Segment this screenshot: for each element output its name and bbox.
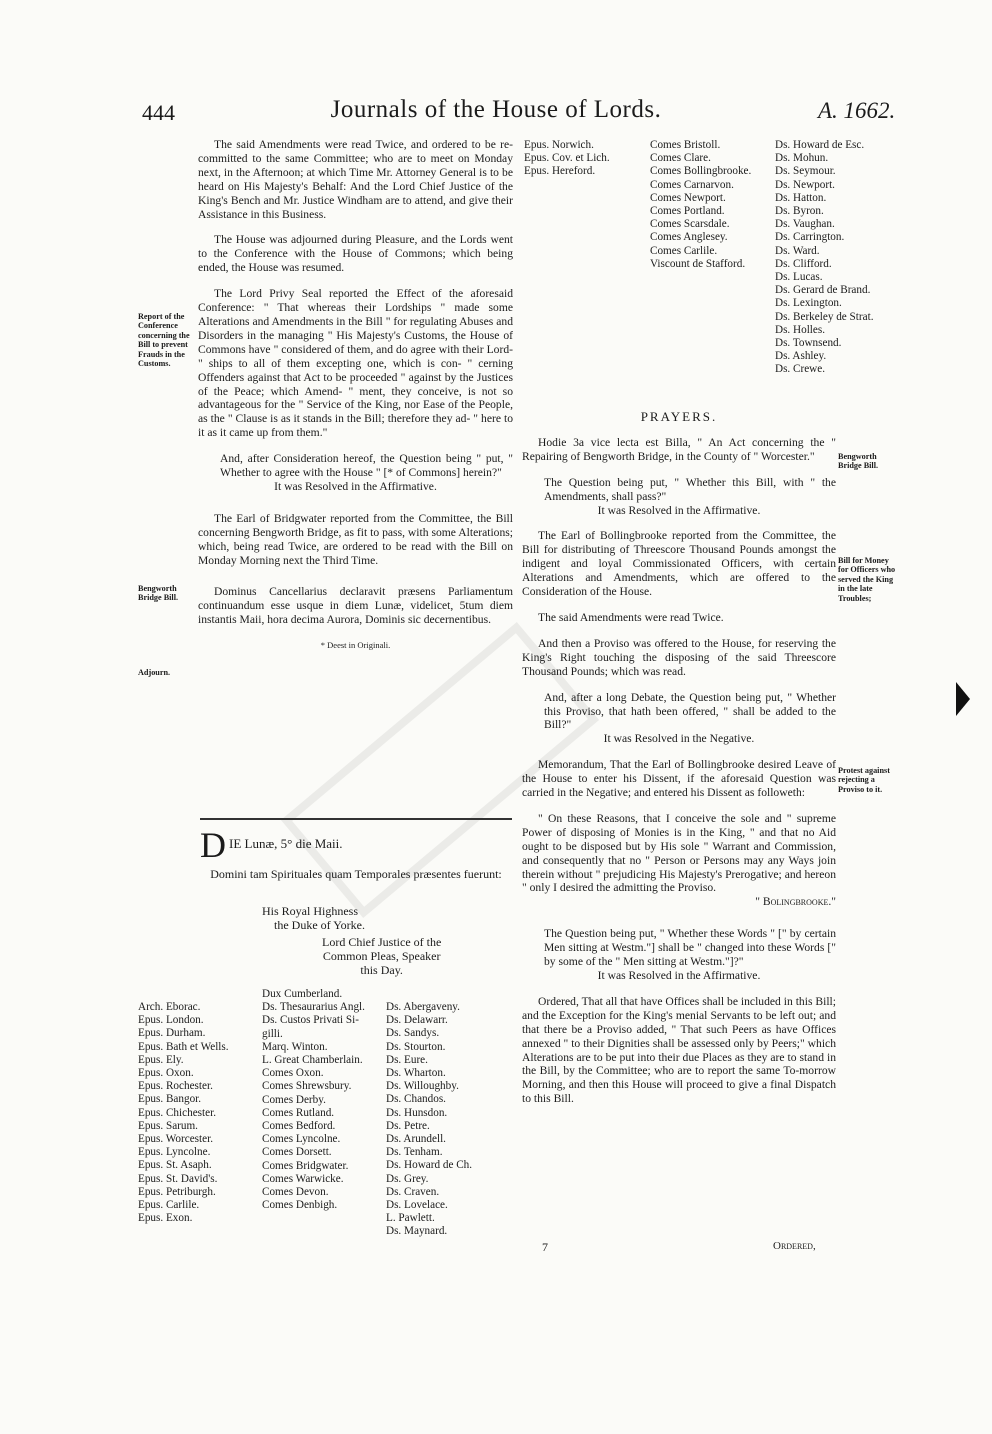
paragraph-resolved: It was Resolved in the Affirmative.: [274, 479, 437, 493]
paragraph-amendments-read: The said Amendments were read Twice.: [538, 610, 724, 624]
speaker-line-3: this Day.: [360, 963, 403, 977]
margin-note-adjourn: Adjourn.: [138, 668, 171, 677]
speaker-line-1: Lord Chief Justice of the: [322, 935, 442, 949]
paragraph-words-question: The Question being put, " Whether these Words " [" by certain Men sitting at Westm."] shall be " changed into these Words [" by some of the " Men sitting at Westm."]?": [544, 927, 836, 969]
list-item: Comes Newport.: [650, 191, 726, 204]
list-item: Ds. Crewe.: [775, 363, 826, 376]
list-item: Epus. St. David's.: [138, 1172, 218, 1185]
footnote: * Deest in Originali.: [320, 640, 391, 651]
list-item: Epus. Chichester.: [138, 1106, 216, 1119]
list-item: Comes Scarsdale.: [650, 218, 730, 231]
list-earls-e: [650, 139, 774, 271]
list-item: Comes Bridgwater.: [262, 1159, 349, 1172]
list-item: Epus. Petriburgh.: [138, 1185, 216, 1198]
list-item: Ds. Ashley.: [775, 350, 827, 363]
list-item: Ds. Grey.: [386, 1172, 429, 1185]
list-item: Ds. Chandos.: [386, 1093, 446, 1106]
footer-signature-number: 7: [542, 1240, 548, 1254]
paragraph-question-pass: The Question being put, " Whether this Bill, with " the Amendments, shall pass?": [544, 475, 836, 503]
margin-note-bengworth: Bengworth Bridge Bill.: [138, 584, 179, 603]
list-item: Comes Carnarvon.: [650, 178, 734, 191]
left-column: [198, 138, 513, 653]
royal-line-2: the Duke of Yorke.: [274, 918, 365, 932]
list-item: Ds. Petre.: [386, 1119, 430, 1132]
list-item: Arch. Eborac.: [138, 1001, 201, 1013]
list-item: Ds. Lucas.: [775, 271, 823, 284]
list-item: Epus. Rochester.: [138, 1080, 213, 1093]
list-item: Viscount de Stafford.: [650, 257, 746, 270]
list-item: Epus. Norwich.: [524, 139, 594, 151]
list-item: gilli.: [262, 1027, 283, 1040]
list-item: Comes Clare.: [650, 152, 711, 165]
list-item: L. Great Chamberlain.: [262, 1054, 363, 1067]
list-item: Ds. Lovelace.: [386, 1199, 448, 1212]
page-number: 444: [142, 100, 175, 125]
list-item: Epus. Worcester.: [138, 1133, 214, 1146]
paragraph-bollingbrooke-report: The Earl of Bollingbrooke reported from the Committee, the Bill for distributing of Threescore Thousand Pounds amongst the indigent and loyal Commissionated Officers, with certain Alterations and Amendments, which are offered to the Consideration of the House.: [522, 529, 836, 599]
page-year: A. 1662.: [818, 98, 896, 123]
present-statement: Domini tam Spirituales quam Temporales præsentes fuerunt:: [210, 867, 502, 881]
list-item: Ds. Sandys.: [386, 1027, 440, 1040]
royal-highness: [262, 904, 365, 932]
paragraph-adjournment-latin: Dominus Cancellarius declaravit præsens Parliamentum continuandum esse usque in diem Lunæ, videlicet, 5tum diem instantis Maii, hora decima Aurora, Dominis sic decernentibus.: [198, 585, 513, 627]
list-barons-f: [775, 139, 905, 377]
list-item: Comes Derby.: [262, 1093, 326, 1106]
list-item: Comes Portland.: [650, 205, 725, 218]
list-item: Ds. Carrington.: [775, 231, 845, 244]
list-item: Epus. Cov. et Lich.: [524, 152, 610, 165]
list-item: Epus. Bangor.: [138, 1093, 202, 1106]
catchword: Ordered,: [773, 1240, 816, 1252]
list-item: Epus. Sarum.: [138, 1119, 198, 1132]
present-block: [200, 868, 512, 882]
speaker-block: [322, 935, 441, 977]
list-temporal-b: [262, 988, 390, 1212]
list-item: Comes Anglesey.: [650, 231, 728, 244]
list-item: Ds. Custos Privati Si-: [262, 1014, 359, 1027]
paragraph-resolved-affirmative-1: It was Resolved in the Affirmative.: [597, 503, 761, 517]
next-page-arrow-icon[interactable]: [956, 682, 970, 716]
list-item: Comes Carlile.: [650, 244, 718, 257]
list-item: Ds. Seymour.: [775, 165, 836, 178]
list-item: Ds. Ward.: [775, 244, 820, 257]
day-heading: [200, 825, 512, 865]
list-item: Comes Bollingbrooke.: [650, 165, 752, 178]
signature-bolingbrooke: " Bolingbrooke.": [755, 895, 836, 909]
paragraph-ordered: Ordered, That all that have Offices shall be included in this Bill; and the Exception for the King's menial Servants to be left out; and that there be a Proviso added, " That such Peers as have Offices annexed " to their Dignities shall be assessed only by Peers;" which Alterations are to be put into their due Places as they are to stand in the Bill, by the Committee; who are to report the same To-morrow Morning, and then this House will proceed to give a final Dispatch to this Bill.: [522, 994, 836, 1106]
list-item: Ds. Gerard de Brand.: [775, 284, 871, 297]
list-item: Ds. Lexington.: [775, 297, 842, 310]
paragraph-amendments: The said Amendments were read Twice, and ordered to be re-committed to the same Committee; who are to meet on Monday next, in the Afternoon; at which Time Mr. Attorney General is to be heard on His Majesty's Behalf: And the Lord Chief Justice of the King's Bench and Mr. Justice Windham are to attend, and give their Assistance in this Business.: [198, 138, 513, 221]
paragraph-memorandum: Memorandum, That the Earl of Bollingbrooke desired Leave of the House to enter his Dissent, if the aforesaid Question was carried in the Negative; and entered his Dissent as followeth:: [522, 758, 836, 800]
paragraph-debate-question: And, after a long Debate, the Question being put, " Whether this Proviso, that hath been offered, " shall be added to the Bill?": [544, 690, 836, 732]
list-item: Marq. Winton.: [262, 1040, 328, 1053]
list-item: Ds. Eure.: [386, 1053, 428, 1066]
list-item: Ds. Thesaurarius Angl.: [262, 1001, 365, 1014]
list-item: Comes Rutland.: [262, 1106, 335, 1119]
section-divider: [200, 818, 512, 820]
list-item: Comes Oxon.: [262, 1067, 324, 1080]
list-item: Ds. Maynard.: [386, 1225, 448, 1238]
page-title: Journals of the House of Lords.: [330, 96, 662, 123]
list-item: Comes Denbigh.: [262, 1199, 338, 1212]
list-item: Epus. Hereford.: [524, 165, 596, 178]
list-item: Epus. St. Asaph.: [138, 1159, 212, 1172]
list-item: Comes Warwicke.: [262, 1172, 344, 1185]
list-spiritual-d: [524, 139, 646, 179]
paragraph-privy-seal-report: The Lord Privy Seal reported the Effect of the aforesaid Conference: " That whereas their Lordships " made some Alterations and Amendments in the Bill " for regulating Abuses and Disorders in the managing " His Majesty's Customs, the House of Commons have " considered of them, and do agree with their Lord- " ships to all of them excepting one, which is con- " cerning Offenders against that Act to be proceeded " against by the Justices of the Peace; which Amend- " ment, they conceive, is not so advantageous for the " Service of the King, nor Ease of the People, as the " Clause is as it stands in the Bill; therefore they ad- " here to it as it came up from them.": [198, 287, 513, 440]
list-item: Epus. Lyncolne.: [138, 1146, 211, 1159]
margin-note-report: Report of the Conference concerning the Bill to prevent Frauds in the Customs.: [138, 312, 190, 369]
day-heading-text: IE Lunæ, 5° die Maii.: [229, 836, 343, 851]
list-item: Comes Devon.: [262, 1186, 329, 1199]
list-item: Ds. Hatton.: [775, 191, 827, 204]
list-item: Comes Shrewsbury.: [262, 1080, 352, 1093]
list-item: Comes Bedford.: [262, 1120, 336, 1133]
list-item: Epus. Carlile.: [138, 1199, 200, 1212]
list-item: Ds. Vaughan.: [775, 218, 835, 231]
list-item: Epus. Durham.: [138, 1027, 206, 1040]
list-item: Ds. Byron.: [775, 205, 824, 218]
speaker-line-2: Common Pleas, Speaker: [322, 949, 441, 963]
right-column: [522, 410, 836, 1106]
list-item: Ds. Arundell.: [386, 1133, 446, 1146]
royal-line-1: His Royal Highness: [262, 904, 358, 918]
list-item: Ds. Hunsdon.: [386, 1106, 448, 1119]
paragraph-bengworth-third-reading: Hodie 3a vice lecta est Billa, " An Act concerning the " Repairing of Bengworth Bridge, in the County of " Worcester.": [522, 435, 836, 463]
list-item: Epus. Oxon.: [138, 1067, 194, 1080]
list-item: Ds. Abergaveny.: [386, 1001, 460, 1013]
margin-note-bengworth-right: Bengworth Bridge Bill.: [838, 452, 879, 471]
list-spiritual-a: [138, 1001, 260, 1225]
list-item: Epus. Bath et Wells.: [138, 1040, 229, 1053]
list-item: Comes Lyncolne.: [262, 1133, 341, 1146]
paragraph-resolved-negative: It was Resolved in the Negative.: [603, 732, 755, 746]
list-item: Ds. Townsend.: [775, 337, 842, 350]
list-item: Comes Bristoll.: [650, 139, 721, 151]
paragraph-bridgwater-report: The Earl of Bridgwater reported from the Committee, the Bill concerning Bengworth Bridge, as fit to pass, with some Alterations; which, being read Twice, are ordered to be read with the Bill on Monday Morning next the Third Time.: [198, 511, 513, 567]
paragraph-question: And, after Consideration hereof, the Question being " put, " Whether to agree with the House " [* of Commons] herein?": [220, 452, 513, 480]
list-item: Dux Cumberland.: [262, 988, 343, 1000]
list-item: Ds. Tenham.: [386, 1146, 443, 1159]
margin-note-money-bill: Bill for Money for Officers who served the King in the late Troubles;: [838, 556, 896, 603]
list-item: Ds. Wharton.: [386, 1067, 446, 1080]
list-barons-c: [386, 1001, 512, 1239]
paragraph-dissent-reasons: " On these Reasons, that I conceive the sole and " supreme Power of disposing of Monies is in the King, " and that no Aid ought to be disposed but by His sole " Warrant and Commission, and consequently that no " Person or Persons may any Ways join therein without " prejudicing His Majesty's Prerogative; and hereon " only I desired the admitting the Proviso.: [522, 811, 836, 895]
list-item: Ds. Newport.: [775, 178, 835, 191]
list-item: Ds. Howard de Esc.: [775, 139, 865, 151]
list-item: Ds. Delawarr.: [386, 1014, 448, 1027]
list-item: Ds. Mohun.: [775, 152, 829, 165]
paragraph-adjourned: The House was adjourned during Pleasure, and the Lords went to the Conference with the House of Commons; which being ended, the House was resumed.: [198, 233, 513, 275]
prayers-heading: PRAYERS.: [640, 409, 718, 424]
list-item: Ds. Berkeley de Strat.: [775, 310, 874, 323]
list-item: Ds. Clifford.: [775, 257, 832, 270]
paragraph-proviso-offered: And then a Proviso was offered to the House, for reserving the King's Right touching the disposing of the said Threescore Thousand Pounds; which was read.: [522, 636, 836, 678]
list-item: Ds. Stourton.: [386, 1040, 446, 1053]
list-item: Ds. Holles.: [775, 323, 826, 336]
list-item: Epus. London.: [138, 1014, 204, 1027]
dropcap: D: [200, 825, 226, 865]
paragraph-resolved-affirmative-2: It was Resolved in the Affirmative.: [597, 969, 761, 982]
list-item: Epus. Ely.: [138, 1053, 184, 1066]
list-item: Ds. Howard de Ch.: [386, 1159, 473, 1172]
list-item: Epus. Exon.: [138, 1212, 193, 1225]
list-item: Ds. Craven.: [386, 1185, 440, 1198]
list-item: L. Pawlett.: [386, 1212, 435, 1225]
list-item: Comes Dorsett.: [262, 1146, 332, 1159]
margin-note-protest: Protest against rejecting a Proviso to it.: [838, 766, 890, 794]
list-item: Ds. Willoughby.: [386, 1080, 459, 1093]
